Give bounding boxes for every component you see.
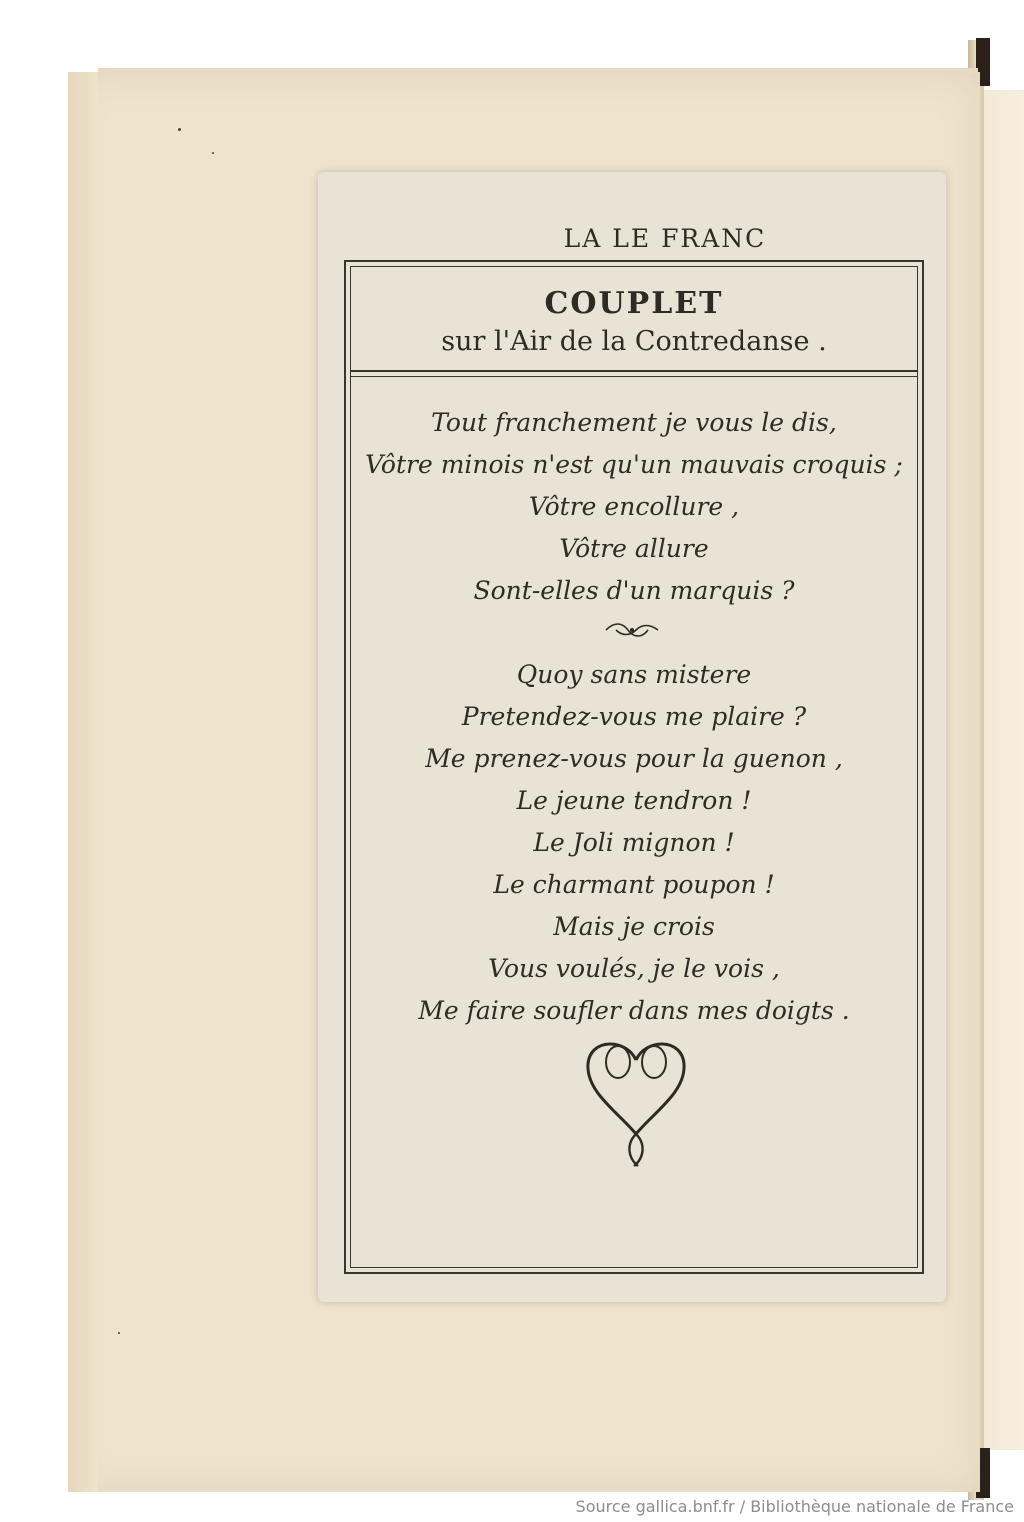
page-fold-shadow — [68, 72, 98, 1492]
verse-line: Pretendez-vous me plaire ? — [461, 702, 807, 731]
verse-line: Vôtre minois n'est qu'un mauvais croquis ; — [365, 450, 903, 479]
verse-line: Me faire soufler dans mes doigts . — [418, 996, 850, 1025]
verse-line: Me prenez-vous pour la guenon , — [425, 744, 843, 773]
source-credit: Source gallica.bnf.fr / Bibliothèque nationale de France — [575, 1497, 1014, 1516]
flourish-ornament-icon — [602, 620, 662, 640]
paper-speck — [118, 1332, 120, 1334]
running-head: LA LE FRANC — [563, 224, 767, 253]
title-rule — [350, 376, 918, 377]
page-top-edge — [98, 68, 978, 74]
verse-line: Le Joli mignon ! — [533, 828, 735, 857]
verse-line: Le charmant poupon ! — [493, 870, 775, 899]
heart-knot-ornament-icon — [576, 1030, 696, 1170]
couplet-subtitle: sur l'Air de la Contredanse . — [441, 326, 827, 357]
paper-speck — [212, 152, 214, 154]
paper-speck — [178, 128, 181, 131]
verse-line: Quoy sans mistere — [516, 660, 752, 689]
verse-line: Vôtre allure — [559, 534, 709, 563]
title-rule — [350, 370, 918, 372]
verse-line: Mais je crois — [553, 912, 715, 941]
verse-line: Vôtre encollure , — [528, 492, 740, 521]
verse-line: Le jeune tendron ! — [516, 786, 752, 815]
facing-page-edge — [984, 90, 1024, 1450]
verse-line: Vous voulés, je le vois , — [488, 954, 780, 983]
couplet-title: COUPLET — [544, 286, 724, 321]
verse-line: Sont-elles d'un marquis ? — [473, 576, 795, 605]
verse-line: Tout franchement je vous le dis, — [431, 408, 837, 437]
